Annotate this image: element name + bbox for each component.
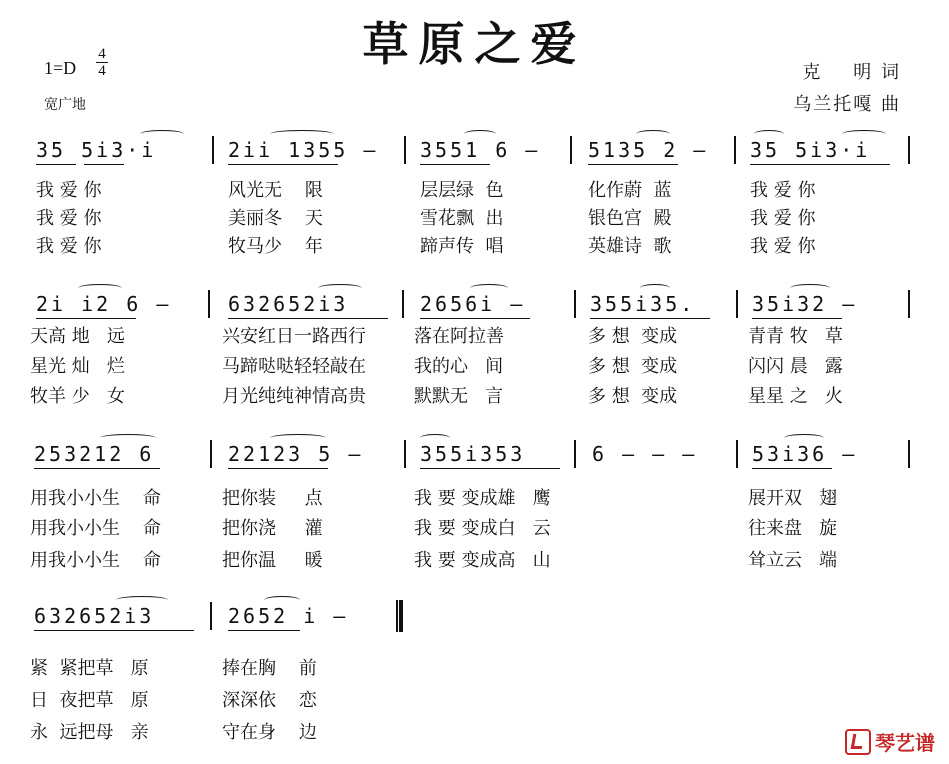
lyric: 多 想 变成 [588, 356, 678, 377]
barline [570, 136, 572, 164]
lyric: 多 想 变成 [588, 386, 678, 407]
measure-notes: 35 5i3·i [36, 138, 157, 162]
measure-notes: 6 – – – [592, 442, 698, 466]
beam-underline [36, 164, 76, 165]
lyric: 永 远把母 亲 [30, 722, 149, 743]
lyric: 把你装 点 [222, 488, 323, 509]
lyric: 天高 地 远 [30, 326, 125, 347]
lyric: 把你温 暖 [222, 550, 323, 571]
measure-notes: 2652 i – [228, 604, 349, 628]
slur [640, 284, 670, 292]
slur [636, 130, 670, 138]
lyric: 闪闪 晨 露 [748, 356, 843, 377]
beam-underline [588, 164, 678, 165]
slur [270, 130, 334, 138]
lyric: 蹄声传 唱 [420, 236, 504, 257]
slur [264, 596, 300, 604]
barline [908, 290, 910, 318]
lyric: 英雄诗 歌 [588, 236, 672, 257]
lyric: 用我小小生 命 [30, 488, 161, 509]
barline [210, 440, 212, 468]
beam-underline [420, 318, 530, 319]
time-signature-top: 4 [98, 46, 106, 62]
lyricist-credit: 克 明 词 [802, 62, 901, 83]
lyric: 我 爱 你 [750, 180, 816, 201]
lyric: 用我小小生 命 [30, 550, 161, 571]
watermark-logo [845, 727, 935, 756]
barline [908, 136, 910, 164]
lyric: 耸立云 端 [748, 550, 838, 571]
lyric: 牧羊 少 女 [30, 386, 125, 407]
lyric: 牧马少 年 [228, 236, 323, 257]
lyric: 日 夜把草 原 [30, 690, 149, 711]
lyric: 我 爱 你 [750, 236, 816, 257]
lyric: 默默无 言 [414, 386, 504, 407]
slur [420, 434, 450, 442]
barline [734, 136, 736, 164]
beam-underline [228, 318, 388, 319]
lyric: 守在身 边 [222, 722, 317, 743]
lyric: 我 爱 你 [36, 208, 102, 229]
barline [908, 440, 910, 468]
measure-notes: 35i32 – [752, 292, 858, 316]
beam-underline [36, 318, 136, 319]
measure-notes: 2656i – [420, 292, 526, 316]
lyric: 捧在胸 前 [222, 658, 317, 679]
slur [140, 130, 184, 138]
measure-notes: 53i36 – [752, 442, 858, 466]
slur [842, 130, 886, 138]
lyric: 层层绿 色 [420, 180, 504, 201]
lyric: 月光纯纯神情高贵 [222, 386, 366, 407]
lyric: 深深依 恋 [222, 690, 317, 711]
lyric: 美丽冬 天 [228, 208, 323, 229]
key-signature: 1=D [44, 58, 77, 78]
slur [470, 284, 508, 292]
barline [402, 290, 404, 318]
slur [784, 434, 824, 442]
barline [574, 290, 576, 318]
lyric: 我 爱 你 [750, 208, 816, 229]
lyric: 展开双 翅 [748, 488, 838, 509]
lyric: 兴安红日一路西行 [222, 326, 366, 347]
beam-underline [590, 318, 710, 319]
slur [116, 596, 168, 604]
measure-notes: 35 5i3·i [750, 138, 871, 162]
lyric: 星光 灿 烂 [30, 356, 125, 377]
measure-notes: 22123 5 – [228, 442, 364, 466]
beam-underline [420, 164, 490, 165]
composer-credit: 乌兰托嘎 曲 [793, 94, 901, 115]
lyric: 化作蔚 蓝 [588, 180, 672, 201]
lyric: 把你浇 灌 [222, 518, 323, 539]
measure-notes: 355i35. [590, 292, 696, 316]
lyric: 往来盘 旋 [748, 518, 838, 539]
slur [78, 284, 122, 292]
measure-notes: 5135 2 – [588, 138, 709, 162]
logo-icon [845, 729, 871, 755]
barline [404, 136, 406, 164]
beam-underline [750, 164, 890, 165]
song-title: 草原之爱 [362, 17, 587, 71]
measure-notes: 2i i2 6 – [36, 292, 172, 316]
lyric: 马蹄哒哒轻轻敲在 [222, 356, 366, 377]
lyric: 我的心 间 [414, 356, 504, 377]
lyric: 雪花飘 出 [420, 208, 504, 229]
barline [212, 136, 214, 164]
slur [464, 130, 496, 138]
time-signature [95, 46, 109, 79]
lyric: 风光无 限 [228, 180, 323, 201]
time-signature-bottom: 4 [98, 63, 106, 79]
barline [208, 290, 210, 318]
lyric: 我 要 变成雄 鹰 [414, 488, 551, 509]
barline [574, 440, 576, 468]
watermark-text: 琴艺谱 [875, 731, 935, 755]
slur [100, 434, 156, 442]
barline [404, 440, 406, 468]
lyric: 银色宫 殿 [588, 208, 672, 229]
measure-notes: 2ii 1355 – [228, 138, 379, 162]
barline [736, 440, 738, 468]
beam-underline [34, 630, 194, 631]
lyric: 我 要 变成白 云 [414, 518, 551, 539]
beam-underline [228, 468, 328, 469]
tempo-marking: 宽广地 [44, 97, 86, 113]
lyric: 青青 牧 草 [748, 326, 843, 347]
final-double-barline [396, 600, 403, 632]
beam-underline [34, 468, 160, 469]
beam-underline [752, 468, 832, 469]
lyric: 多 想 变成 [588, 326, 678, 347]
lyric: 用我小小生 命 [30, 518, 161, 539]
lyric: 星星 之 火 [748, 386, 843, 407]
barline [210, 602, 212, 630]
lyric: 紧 紧把草 原 [30, 658, 149, 679]
lyric: 落在阿拉善 [414, 326, 504, 347]
beam-underline [228, 630, 300, 631]
beam-underline [420, 468, 560, 469]
beam-underline [752, 318, 842, 319]
measure-notes: 632652i3 [228, 292, 349, 316]
measure-notes: 355i353 [420, 442, 526, 466]
measure-notes: 3551 6 – [420, 138, 541, 162]
measure-notes: 632652i3 [34, 604, 155, 628]
slur [270, 434, 326, 442]
slur [318, 284, 362, 292]
measure-notes: 253212 6 [34, 442, 155, 466]
beam-underline [84, 164, 124, 165]
barline [736, 290, 738, 318]
slur [790, 284, 830, 292]
beam-underline [228, 164, 338, 165]
lyric: 我 要 变成高 山 [414, 550, 551, 571]
slur [754, 130, 784, 138]
lyric: 我 爱 你 [36, 236, 102, 257]
lyric: 我 爱 你 [36, 180, 102, 201]
